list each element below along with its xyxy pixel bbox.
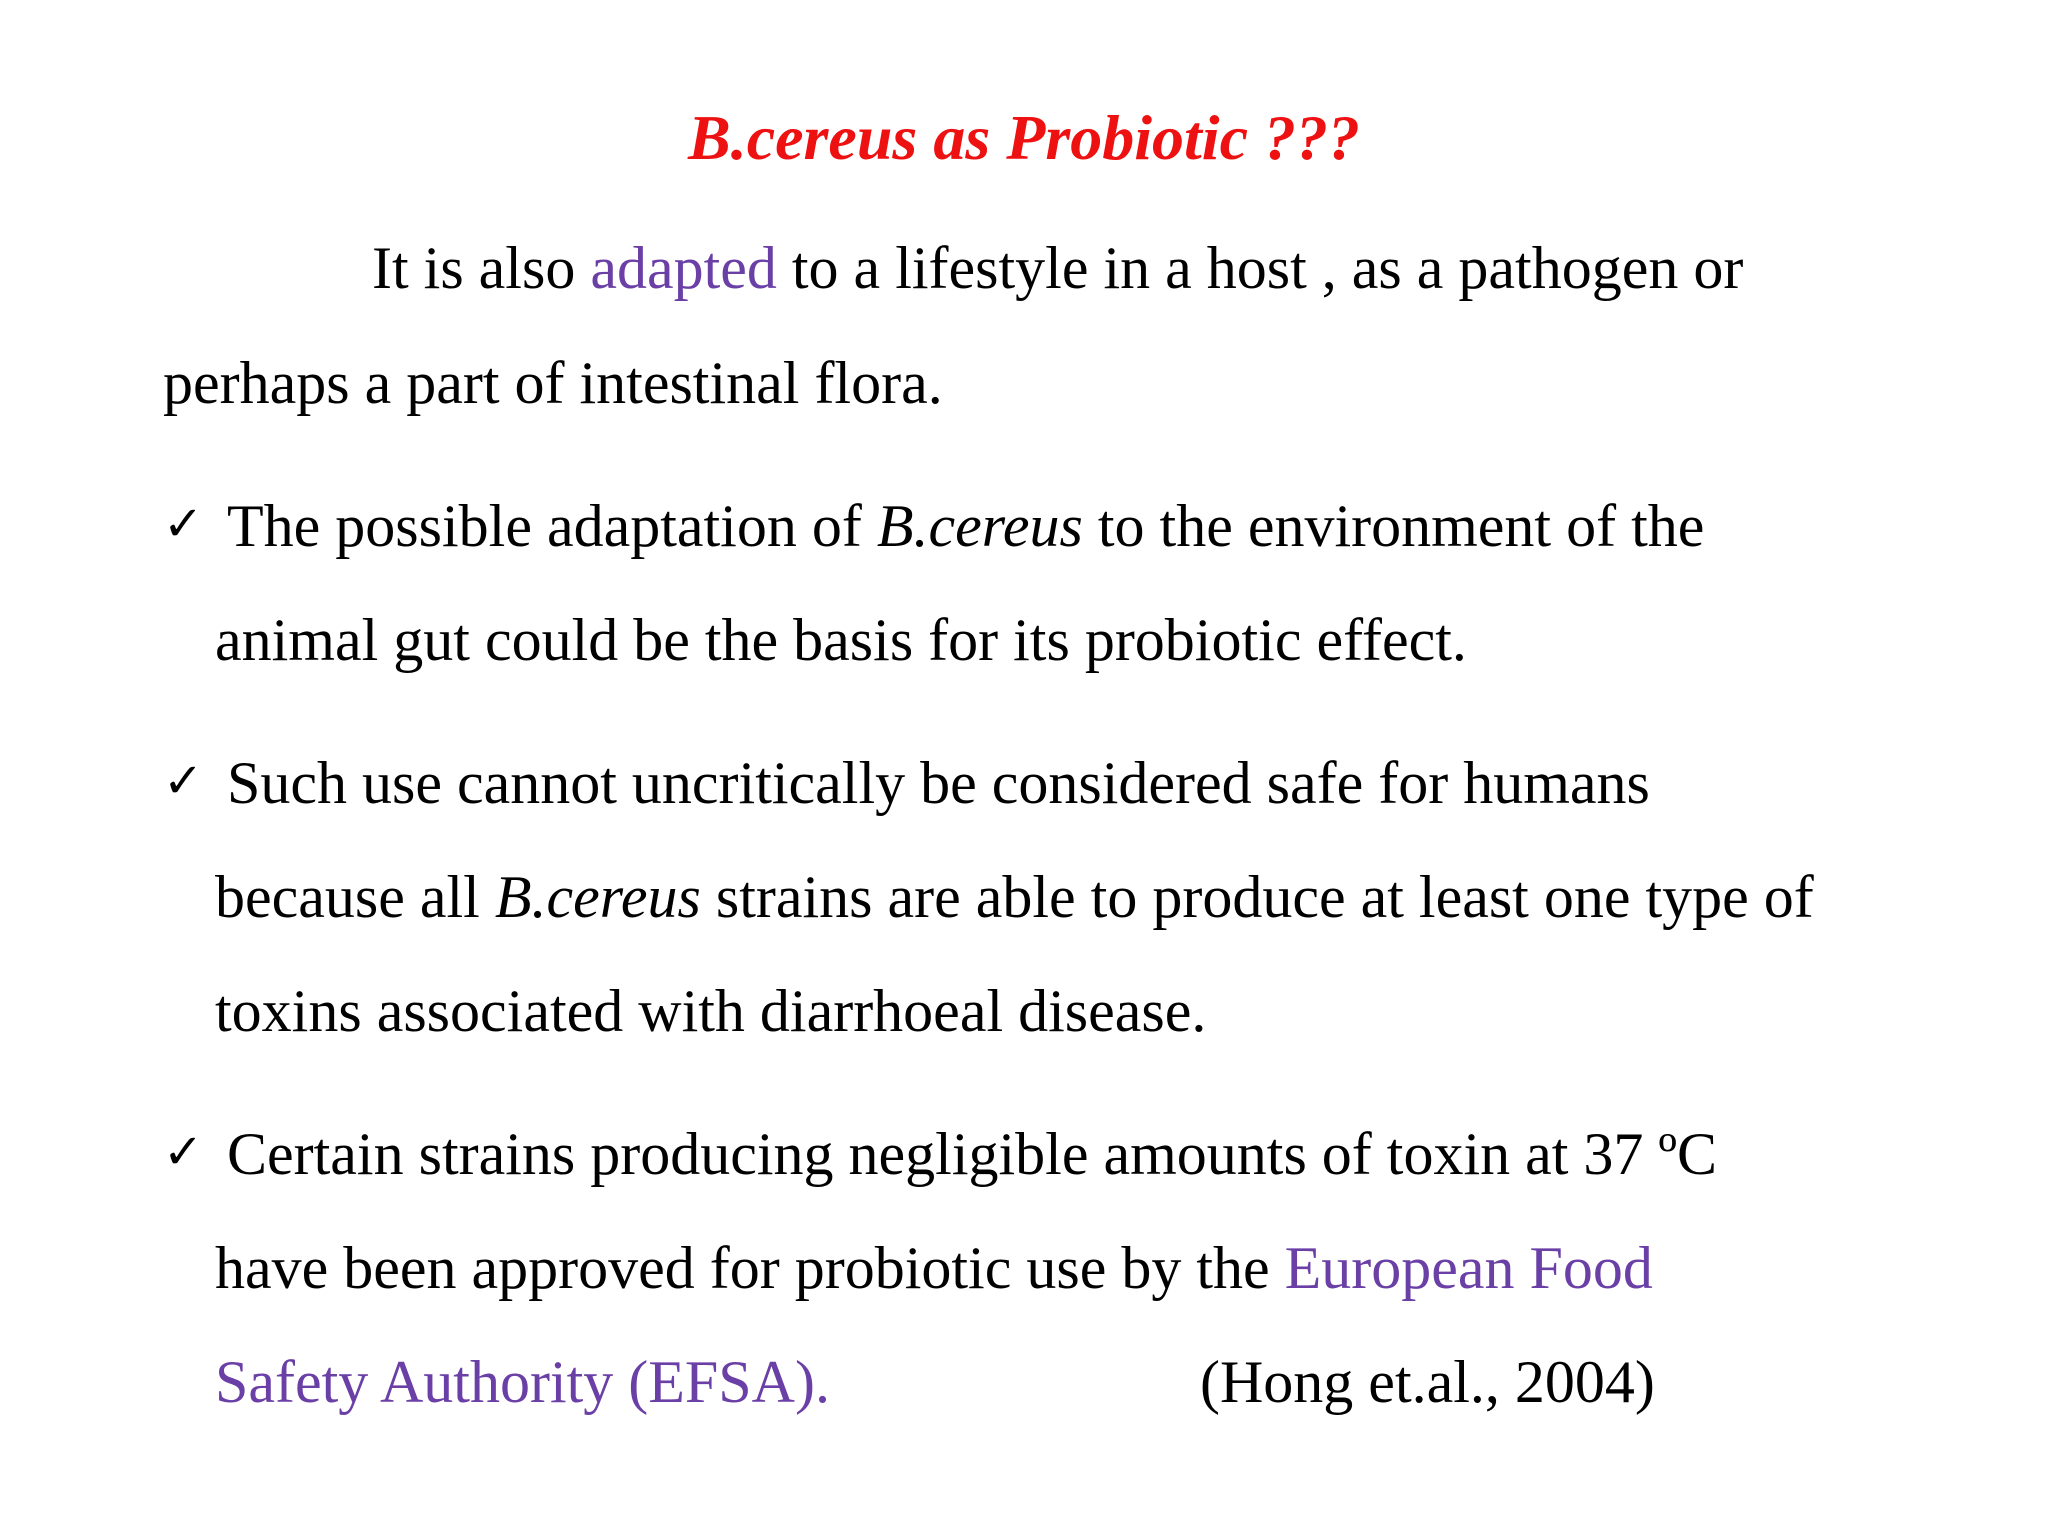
slide-title (0, 98, 2048, 178)
bullet-3-line-2 (215, 1232, 1653, 1304)
bullet-text: to the environment of the (1082, 493, 1705, 559)
bullet-text: strains are able to produce at least one type of (700, 864, 1814, 930)
intro-text: perhaps a part of intestinal flora. (163, 350, 943, 416)
slide-title-text: B.cereus as Probiotic ??? (688, 102, 1360, 173)
bullet-1-line-1 (163, 490, 1704, 566)
citation: (Hong et.al., 2004) (1200, 1349, 1655, 1415)
bullet-text: The possible adaptation of (227, 493, 877, 559)
bullet-accent-term: European Food (1284, 1235, 1653, 1301)
intro-accent-term: adapted (590, 235, 777, 301)
bullet-text: toxins associated with diarrhoeal disease. (215, 978, 1207, 1044)
checkmark-icon: ✓ (163, 753, 204, 809)
bullet-accent-term: Safety Authority (EFSA). (215, 1349, 830, 1415)
bullet-3-line-1 (163, 1118, 1717, 1194)
bullet-2-line-1 (163, 747, 1650, 823)
bullet-text: Such use cannot uncritically be considered safe for humans (227, 750, 1650, 816)
intro-text: to a lifestyle in a host , as a pathogen or (776, 235, 1744, 301)
bullet-text: because all (215, 864, 495, 930)
intro-text: It is also (372, 235, 591, 301)
bullet-text: animal gut could be the basis for its probiotic effect. (215, 607, 1467, 673)
intro-line-2 (163, 347, 943, 419)
bullet-species-name: B.cereus (876, 493, 1083, 559)
checkmark-icon: ✓ (163, 496, 204, 552)
intro-line-1 (372, 232, 1743, 304)
bullet-text: have been approved for probiotic use by the (215, 1235, 1285, 1301)
bullet-1-line-2 (215, 604, 1467, 676)
checkmark-icon: ✓ (163, 1124, 204, 1180)
bullet-3-line-3 (215, 1346, 830, 1418)
bullet-text: Certain strains producing negligible amounts of toxin at 37 ºC (227, 1121, 1718, 1187)
bullet-species-name: B.cereus (494, 864, 701, 930)
bullet-2-line-3 (215, 975, 1206, 1047)
bullet-2-line-2 (215, 861, 1814, 933)
